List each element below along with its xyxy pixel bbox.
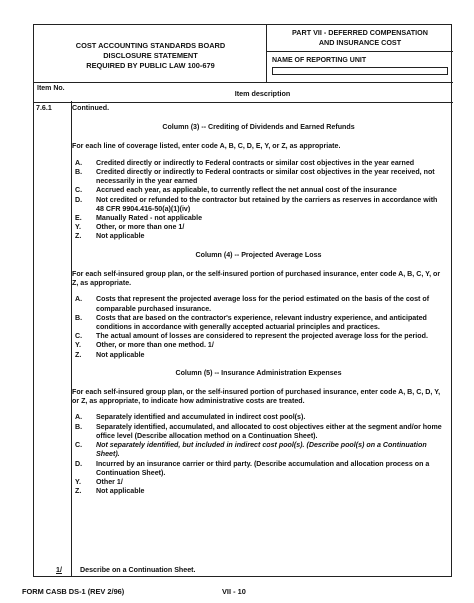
header-title-block — [34, 25, 267, 82]
part-title — [267, 25, 453, 52]
part-title-line-2: AND INSURANCE COST — [318, 37, 402, 47]
col4-title: Column (4) -- Projected Average Loss — [195, 250, 322, 259]
item-description-body — [72, 104, 445, 496]
list-item: Z. Not applicable — [75, 350, 145, 359]
col3-title: Column (3) -- Crediting of Dividends and Earned Refunds — [162, 123, 355, 132]
list-item: A. Credited directly or indirectly to Federal contracts or similar cost objectives in the year earned — [75, 158, 415, 167]
col3-intro: For each line of coverage listed, enter code A, B, C, D, E, Y, or Z, as appropriate. — [72, 142, 341, 151]
header-part-block — [267, 25, 453, 82]
list-item: C. The actual amount of losses are considered to represent the projected average loss for the period. — [75, 332, 428, 341]
footnote-mark: 1/ — [56, 566, 62, 574]
list-item: B. Separately identified, accumulated, and allocated to cost objectives either at the segment and/or home office level (Describe allocation method on a Continuation Sheet). — [75, 422, 442, 440]
list-item: Z. Not applicable — [75, 232, 145, 241]
footnote-text: Describe on a Continuation Sheet. — [80, 566, 196, 574]
col5-options — [72, 413, 445, 496]
list-item: D. Not credited or refunded to the contractor but retained by the carriers as reserves in accordance with 48 CFR 9904.416-50(a)(1)(iv) — [75, 195, 438, 213]
reporting-unit-field[interactable] — [272, 67, 448, 75]
list-item: C. Not separately identified, but included in indirect cost pool(s). (Describe pool(s) on a Continuation Sheet). — [75, 441, 427, 459]
list-item: B. Costs that are based on the contractor's experience, relevant industry experience, and anticipated conditions in accordance with generally accepted actuarial principles and practices. — [75, 313, 427, 331]
item-description-header: Item description — [234, 89, 291, 98]
item-no-header: Item No. — [37, 85, 65, 92]
continued-label: Continued. — [72, 104, 110, 112]
list-item: Y. Other, or more than one 1/ — [75, 223, 185, 232]
col5-title: Column (5) -- Insurance Administration Expenses — [175, 368, 342, 377]
list-item: A. Separately identified and accumulated in indirect cost pool(s). — [75, 413, 306, 422]
list-item: C. Accrued each year, as applicable, to currently reflect the net annual cost of the insurance — [75, 186, 397, 195]
form-number: FORM CASB DS-1 (REV 2/96) — [22, 587, 125, 596]
col5-intro: For each self-insured group plan, or the self-insured portion of purchased insurance, enter code A, B, C, D, Y, or Z, as appropriate, to indicate how administrative costs are treated. — [72, 388, 441, 406]
item-number: 7.6.1 — [36, 104, 52, 112]
list-item: B. Credited directly or indirectly to Federal contracts or similar cost objectives in the year received, not necessarily in the year earned — [75, 167, 435, 186]
header-line-2: DISCLOSURE STATEMENT — [103, 51, 198, 60]
col3-options — [72, 159, 445, 242]
list-item: A. Costs that represent the projected average loss for the period estimated on the basis of the cost of comparable purchased insurance. — [75, 295, 430, 313]
header-line-1: COST ACCOUNTING STANDARDS BOARD — [75, 41, 226, 50]
col4-intro: For each self-insured group plan, or the self-insured portion of purchased insurance, enter code A, B, C, Y, or Z, as appropriate. — [72, 269, 441, 288]
page-number: VII - 10 — [222, 587, 246, 596]
part-title-line-1: PART VII - DEFERRED COMPENSATION — [292, 28, 428, 37]
list-item: Y. Other 1/ — [75, 478, 123, 486]
reporting-unit-label: NAME OF REPORTING UNIT — [272, 57, 367, 64]
list-item: E. Manually Rated - not applicable — [75, 213, 203, 222]
header-line-3: REQUIRED BY PUBLIC LAW 100-679 — [86, 61, 215, 70]
column-header-row — [34, 82, 453, 103]
list-item: Y. Other, or more than one method. 1/ — [75, 341, 214, 350]
list-item: Z. Not applicable — [75, 487, 145, 496]
col4-options — [72, 295, 445, 360]
list-item: D. Incurred by an insurance carrier or third party. (Describe accumulation and allocation process on a Continuation Sheet). — [75, 459, 430, 477]
